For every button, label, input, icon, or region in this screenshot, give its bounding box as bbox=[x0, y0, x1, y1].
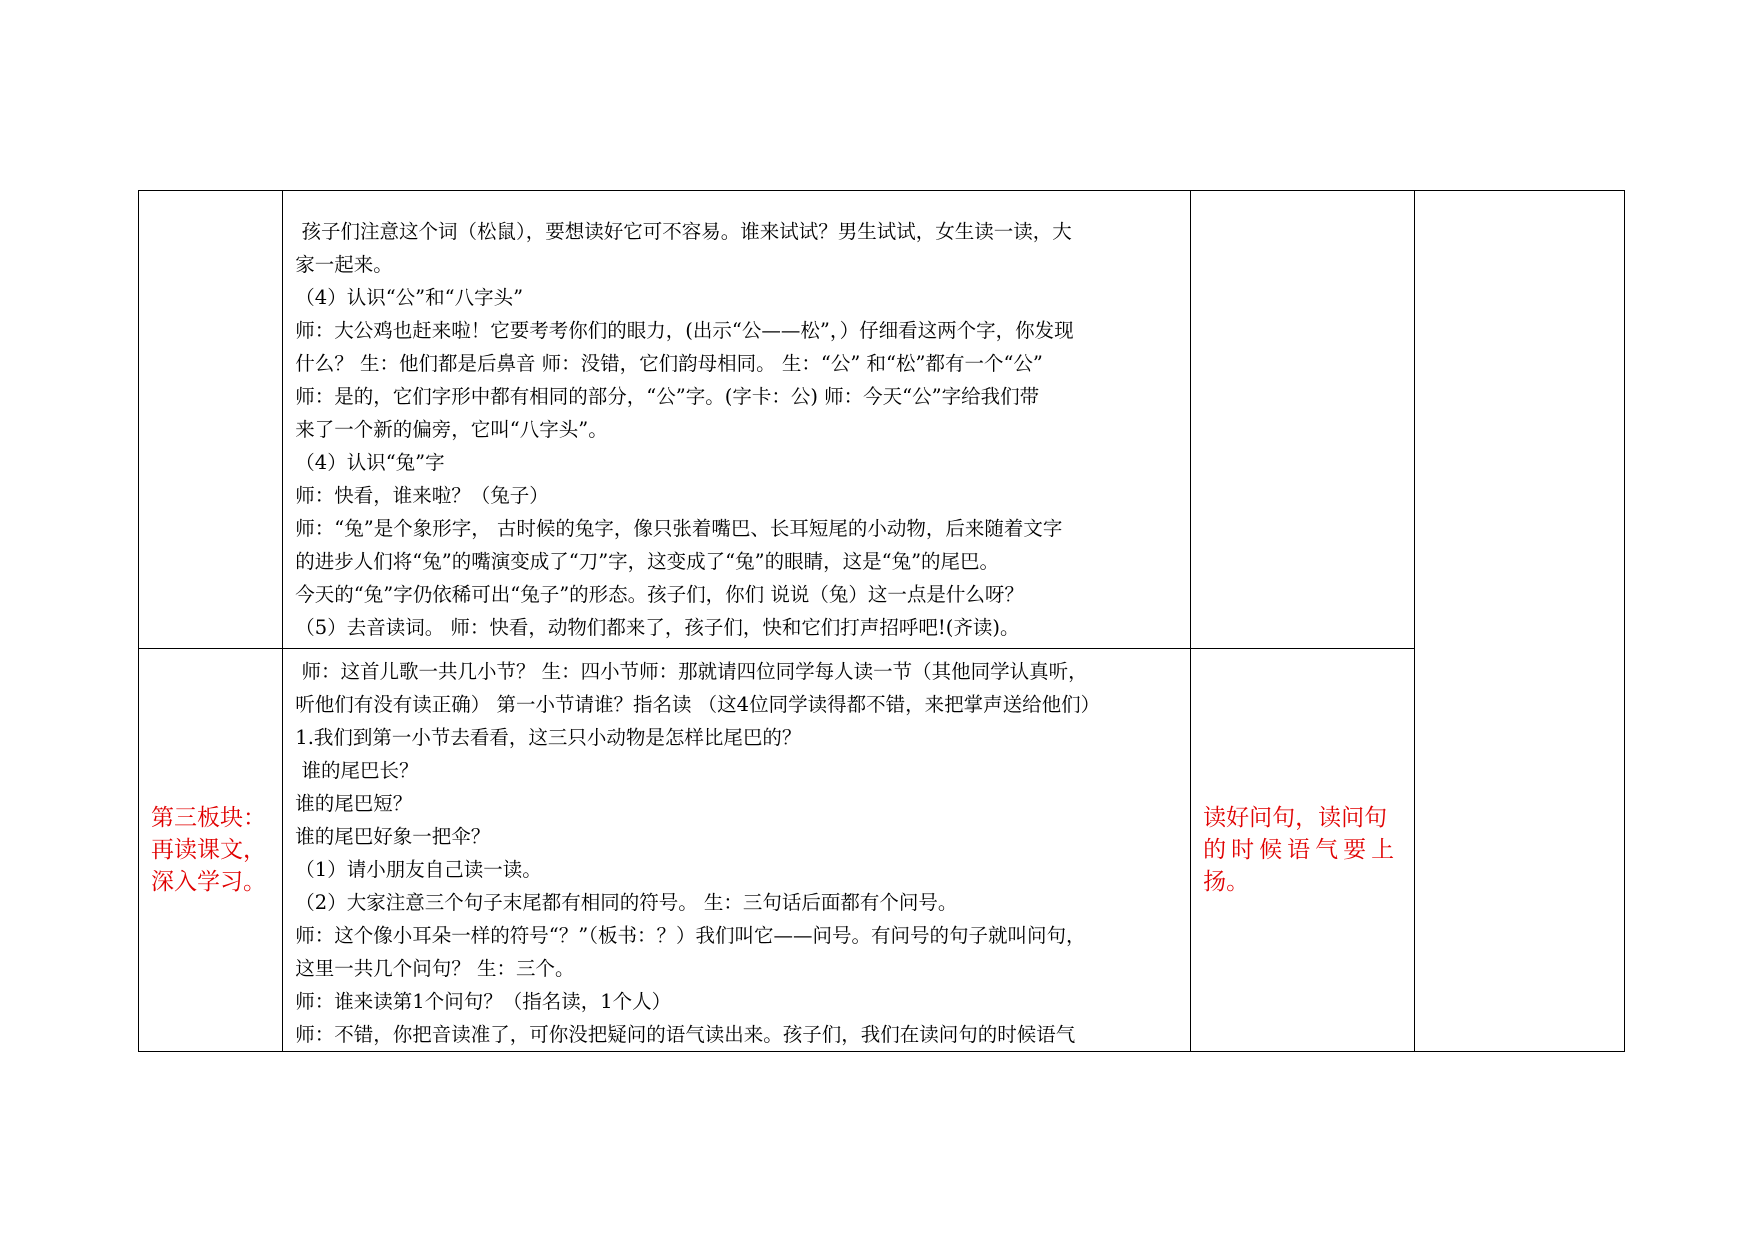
text-line: 师：是的，它们字形中都有相同的部分，“公”字。(字卡：公) 师：今天“公”字给我们带 bbox=[295, 385, 1040, 408]
design-note-line: 读好问句，读问句 bbox=[1203, 805, 1388, 831]
teaching-process-cell bbox=[283, 649, 1191, 1052]
text-line: （1）请小朋友自己读一读。 bbox=[295, 858, 542, 881]
text-line: 听他们有没有读正确） 第一小节请谁？指名读 （这4位同学读得都不错，来把掌声送给他们） bbox=[295, 693, 1101, 716]
text-line: 师：这个像小耳朵一样的符号“？”（板书：？）我们叫它——问号。有问号的句子就叫问句， bbox=[295, 924, 1086, 947]
text-line: （4）认识“公”和“八字头” bbox=[295, 286, 524, 309]
text-line: 谁的尾巴短？ bbox=[295, 792, 413, 815]
text-line: 师：快看，谁来啦？（兔子） bbox=[295, 484, 549, 507]
text-line: （4）认识“兔”字 bbox=[295, 451, 445, 474]
text-line: 谁的尾巴好象一把伞？ bbox=[295, 825, 491, 848]
text-line: 师：大公鸡也赶来啦！它要考考你们的眼力，(出示“公——松”，）仔细看这两个字，你发现 bbox=[295, 319, 1074, 342]
design-note-cell-empty bbox=[1191, 191, 1414, 649]
section-label-line: 深入学习。 bbox=[151, 869, 266, 895]
lesson-plan-table bbox=[138, 190, 1625, 1052]
text-line: 师：谁来读第1个问句？（指名读，1个人） bbox=[295, 990, 672, 1013]
section-label-line: 第三板块： bbox=[151, 805, 266, 831]
teaching-process-cell bbox=[283, 191, 1191, 649]
last-column-cell bbox=[1414, 191, 1624, 1052]
text-line: 今天的“兔”字仍依稀可出“兔子”的形态。孩子们，你们 说说（兔）这一点是什么呀？ bbox=[295, 583, 1024, 606]
text-line: 谁的尾巴长？ bbox=[295, 759, 419, 782]
text-line: 这里一共几个问句？ 生：三个。 bbox=[295, 957, 575, 980]
text-line: 师：这首儿歌一共几小节？ 生：四小节师：那就请四位同学每人读一节（其他同学认真听， bbox=[295, 660, 1088, 683]
text-line: 的进步人们将“兔”的嘴演变成了“刀”字，这变成了“兔”的眼睛，这是“兔”的尾巴。 bbox=[295, 550, 1000, 573]
text-line: 孩子们注意这个词（松鼠），要想读好它可不容易。谁来试试？男生试试，女生读一读，大 bbox=[295, 220, 1072, 243]
section-label-cell-empty bbox=[139, 191, 283, 649]
table-row bbox=[139, 649, 1625, 1052]
text-line: 来了一个新的偏旁，它叫“八字头”。 bbox=[295, 418, 608, 441]
text-line: 什么？ 生：他们都是后鼻音 师：没错，它们韵母相同。 生：“公” 和“松”都有一个“公” bbox=[295, 352, 1043, 375]
design-note-line: 扬。 bbox=[1203, 869, 1250, 895]
design-note-line: 的时候语气要上 bbox=[1203, 837, 1400, 863]
section-label-line: 再读课文， bbox=[151, 837, 266, 863]
text-line: 师：不错，你把音读准了，可你没把疑问的语气读出来。孩子们，我们在读问句的时候语气 bbox=[295, 1023, 1076, 1046]
design-note-cell bbox=[1191, 649, 1414, 1052]
text-line: （2）大家注意三个句子末尾都有相同的符号。 生：三句话后面都有个问号。 bbox=[295, 891, 958, 914]
text-line: 家一起来。 bbox=[295, 253, 393, 276]
text-line: 师：“兔”是个象形字， 古时候的兔字，像只张着嘴巴、长耳短尾的小动物，后来随着文字 bbox=[295, 517, 1063, 540]
table-row bbox=[139, 191, 1625, 649]
section-label-cell bbox=[139, 649, 283, 1052]
text-line: （5）去音读词。 师：快看，动物们都来了，孩子们，快和它们打声招呼吧!(齐读)。 bbox=[295, 616, 1020, 639]
text-line: 1.我们到第一小节去看看，这三只小动物是怎样比尾巴的？ bbox=[295, 726, 802, 749]
